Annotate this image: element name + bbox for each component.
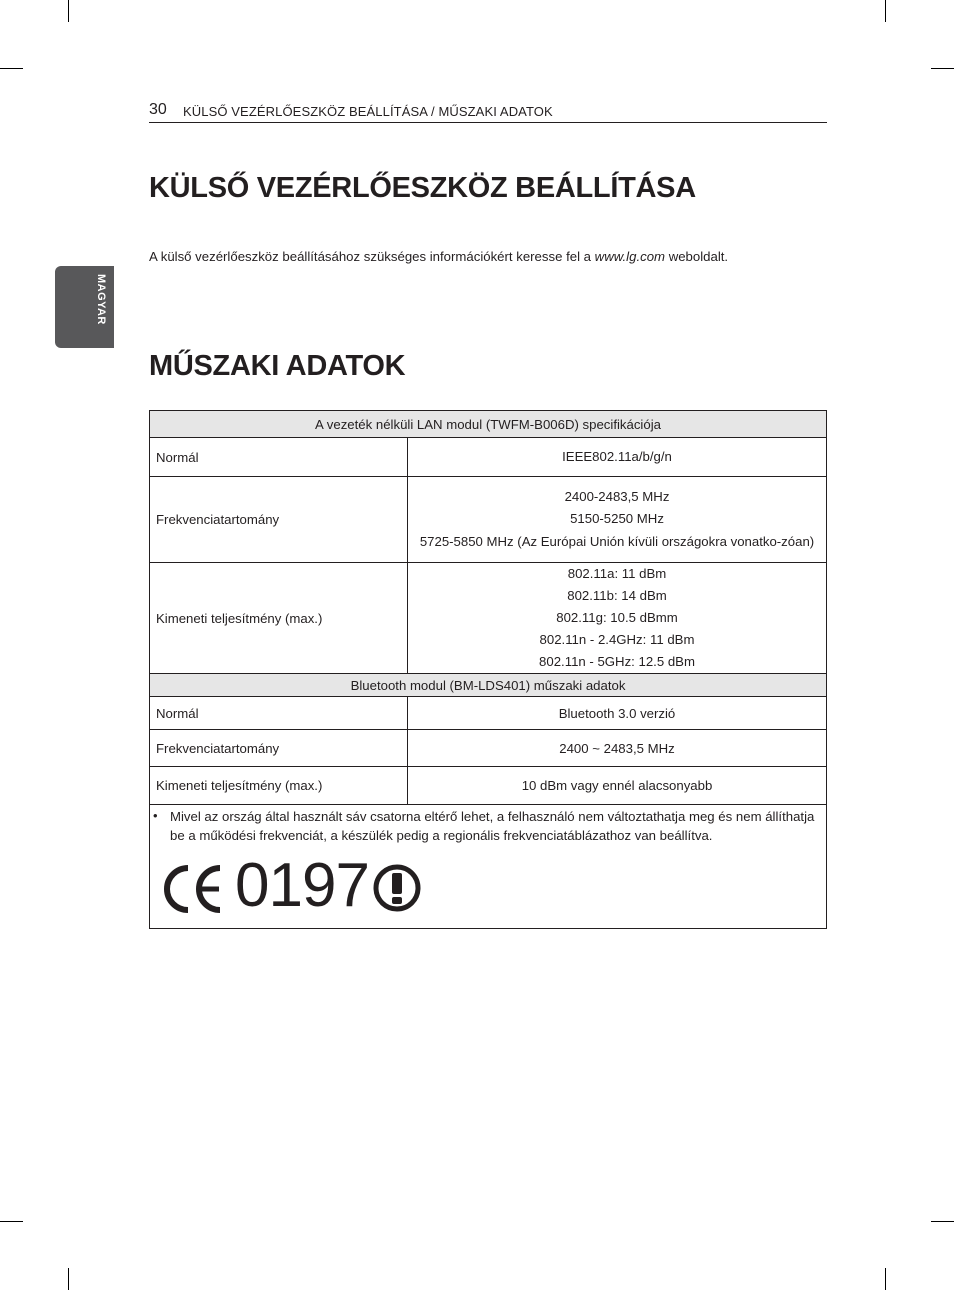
value-line: 5725-5850 MHz (Az Európai Unión kívüli országokra vonatko-zóan) — [419, 534, 815, 549]
note-text: Mivel az ország által használt sáv csatorna eltérő lehet, a felhasználó nem változtathatja meg és nem állíthatja be a működési frekvenciát, a készülék pedig a regionális frekvenciatáblázathoz van beállítva. — [170, 809, 815, 843]
crop-mark — [885, 1268, 886, 1290]
crop-mark — [68, 0, 69, 22]
row-value: 10 dBm vagy ennél alacsonyabb — [408, 767, 827, 805]
row-value — [408, 477, 827, 563]
value-line: 802.11a: 11 dBm — [567, 566, 667, 581]
value-line: 802.11b: 14 dBm — [567, 588, 667, 603]
row-label: Frekvenciatartomány — [150, 730, 408, 767]
table-row — [150, 563, 827, 674]
row-label: Frekvenciatartomány — [150, 477, 408, 563]
note-box — [149, 805, 827, 929]
row-value: Bluetooth 3.0 verzió — [408, 697, 827, 730]
notified-body-number: 0197 — [235, 851, 369, 920]
language-tab-label: MAGYAR — [95, 274, 107, 325]
table-row — [150, 730, 827, 767]
language-tab — [55, 266, 114, 348]
wlan-header: A vezeték nélküli LAN modul (TWFM-B006D) specifikációja — [150, 411, 827, 438]
crop-mark — [68, 1268, 69, 1290]
intro-paragraph — [149, 249, 728, 264]
crop-mark — [885, 0, 886, 22]
ce-logo — [158, 859, 226, 917]
table-row — [150, 477, 827, 563]
lg-link[interactable]: www.lg.com — [594, 249, 666, 264]
page-number: 30 — [149, 101, 167, 118]
row-label: Normál — [150, 438, 408, 477]
crop-mark — [931, 1221, 954, 1222]
value-line: IEEE802.11a/b/g/n — [562, 449, 672, 464]
section-title-external-control: KÜLSŐ VEZÉRLŐESZKÖZ BEÁLLÍTÁSA — [149, 172, 696, 204]
crop-mark — [0, 68, 23, 69]
bluetooth-header: Bluetooth modul (BM-LDS401) műszaki adatok — [150, 674, 827, 697]
breadcrumb: KÜLSŐ VEZÉRLŐESZKÖZ BEÁLLÍTÁSA / MŰSZAKI ADATOK — [183, 104, 553, 119]
ce-marking — [158, 851, 369, 920]
crop-mark — [0, 1221, 23, 1222]
intro-text-end: weboldalt. — [665, 249, 729, 264]
table-row — [150, 438, 827, 477]
table-header-row — [150, 674, 827, 697]
row-label: Kimeneti teljesítmény (max.) — [150, 563, 408, 674]
table-row — [150, 697, 827, 730]
crop-mark — [931, 68, 954, 69]
value-line: 802.11n - 5GHz: 12.5 dBm — [539, 654, 695, 669]
value-line: 802.11n - 2.4GHz: 11 dBm — [539, 632, 695, 647]
value-line: 5150-5250 MHz — [570, 511, 664, 526]
alert-icon — [372, 863, 422, 913]
row-value: 2400 ~ 2483,5 MHz — [408, 730, 827, 767]
row-value — [408, 563, 827, 674]
bullet: • — [153, 808, 158, 823]
value-line: 2400-2483,5 MHz — [564, 489, 670, 504]
value-line: 802.11g: 10.5 dBmm — [556, 610, 678, 625]
running-header — [149, 100, 827, 123]
table-header-row — [150, 411, 827, 438]
intro-text: A külső vezérlőeszköz beállításához szükséges információkért keresse fel a — [149, 249, 595, 264]
row-value — [408, 438, 827, 477]
row-label: Normál — [150, 697, 408, 730]
section-title-specs: MŰSZAKI ADATOK — [149, 350, 406, 382]
table-row — [150, 767, 827, 805]
row-label: Kimeneti teljesítmény (max.) — [150, 767, 408, 805]
spec-table — [149, 410, 827, 805]
